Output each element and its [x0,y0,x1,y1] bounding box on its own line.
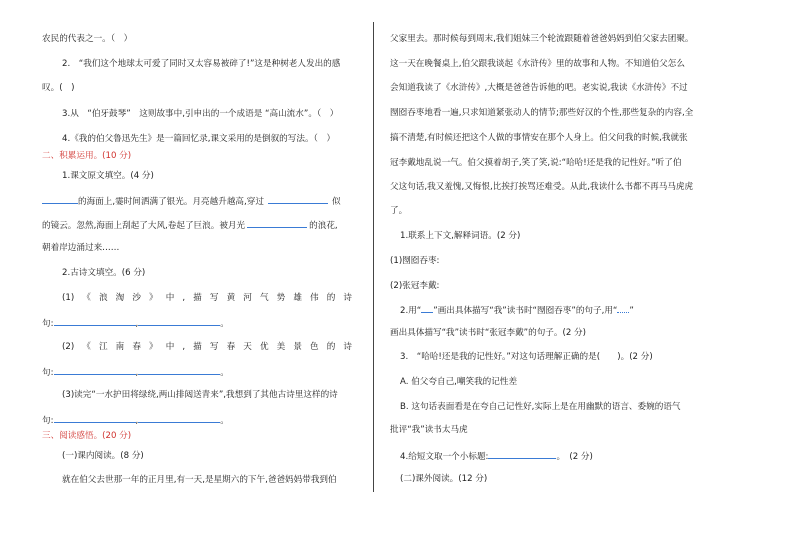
char: 春 [226,342,236,352]
char: 写 [209,293,219,303]
text: , [135,368,139,378]
char: , [182,342,186,352]
passage-line-3: 这一天在晚餐桌上,伯父跟我谈起《水浒传》里的故事和人物。不知道伯父怎么 [390,59,685,69]
text: 的镜云。忽然,海面上刮起了大风,卷起了巨浪。被月光 [42,221,246,231]
char: 》 [149,293,158,303]
question-3: 3.从 “伯牙鼓琴” 这则故事中,引申出的一个成语是 “高山流水”。（ ） [62,109,339,119]
text: 4.给短文取一个小标题: [400,452,489,462]
char: 浪 [98,293,108,303]
char: 雄 [293,293,302,303]
passage-line-9: 了。 [390,206,408,216]
fill-blank-line-2 [42,218,338,232]
text: 的海面上,霎时间洒满了银光。月亮越升越高,穿过 [78,197,264,207]
passage-line-1: 就在伯父去世那一年的正月里,有一天,是星期六的下午,爸爸妈妈带我到伯 [62,475,337,485]
left-column [0,0,372,549]
underline-sample-dotted [617,303,629,313]
char: 南 [115,342,125,352]
poem-question-2 [62,341,352,353]
option-b[interactable]: B. 这句话表面看是在夸自己记性好,实际上是在用幽默的语言、委婉的语气 [400,402,681,412]
text: 。 [220,416,229,426]
char: 淘 [115,293,125,303]
question-1-end: 农民的代表之一。（ ） [42,34,133,44]
char: (2) [62,342,75,352]
passage-line-6: 搞不清楚,有时候还把这个人做的事情安在那个人身上。伯父问我的时候,我就张 [390,133,688,143]
right-column [378,0,794,549]
poem-fill-title: 2.古诗文填空。(6 分) [62,268,146,278]
text: 2.用“ [400,306,422,316]
reading-question-2 [400,303,634,317]
char: 河 [243,293,252,303]
char: 春 [132,342,141,352]
option-a[interactable]: A. 伯父夸自己,嘲笑我的记性差 [400,377,518,387]
reading-question-2-end: 画出具体描写“我”读书时“张冠李戴”的句子。(2 分) [390,328,586,338]
char: 的 [326,293,336,303]
text: 句: [42,319,54,329]
text: ” [629,306,634,316]
passage-line-7: 冠李戴地乱说一气。伯父摸着胡子,笑了笑,说:“哈哈!还是我的记性好。”听了伯 [390,158,682,168]
char: 中 [165,342,175,352]
reading-question-1-b: (2)张冠李戴: [390,281,440,291]
answer-blank[interactable] [138,316,220,326]
char: 美 [276,342,286,352]
extracurricular-reading-title: (二)课外阅读。(12 分) [400,474,488,484]
passage-line-2: 父家里去。那时候每到周末,我们姐妹三个轮流跟随着爸爸妈妈到伯父家去团聚。 [390,34,694,44]
char: 《 [82,293,91,303]
question-2-end: 叹。( ) [42,83,75,93]
text: 。 (2 分) [556,452,593,462]
text: 似 [331,197,341,207]
reading-question-3: 3. “哈哈!还是我的记性好。”对这句话理解正确的是( )。(2 分) [400,352,653,362]
section-2-heading: 二、积累运用。(10 分) [42,151,132,161]
char: 景 [293,342,302,352]
char: 描 [193,293,202,303]
poem-question-1 [62,292,352,304]
text: 。 [220,368,229,378]
char: 优 [259,342,269,352]
answer-blank[interactable] [54,365,136,375]
fill-blank-line-3: 朝着岸边涌过来…… [42,243,120,253]
reading-question-1: 1.联系上下文,解释词语。(2 分) [400,231,521,241]
answer-blank[interactable] [138,365,220,375]
char: 天 [243,342,252,352]
char: 伟 [310,293,319,303]
option-b-end: 批评“我”读书太马虎 [390,425,468,435]
reading-question-1-a: (1)囫囵吞枣: [390,256,440,266]
column-divider [373,22,374,492]
answer-blank[interactable] [54,413,136,423]
char: 气 [259,293,269,303]
char: 诗 [343,293,352,303]
answer-blank[interactable] [138,413,220,423]
poem-answer-1 [42,316,229,330]
poem-answer-3 [42,413,229,427]
answer-blank[interactable] [54,316,136,326]
answer-blank[interactable] [247,218,307,228]
char: 江 [98,342,108,352]
question-4: 4.《我的伯父鲁迅先生》是一篇回忆录,课文采用的是倒叙的写法。（ ） [62,134,336,144]
in-class-reading-title: (一)课内阅读。(8 分) [62,451,144,461]
text: 句: [42,368,54,378]
question-2: 2. “我们这个地球太可爱了同时又太容易被碎了!”这是种树老人发出的感 [62,59,341,69]
answer-blank[interactable] [42,194,78,204]
fill-blank-title: 1.课文原文填空。(4 分) [62,171,154,181]
char: 《 [82,342,91,352]
char: 黄 [226,293,236,303]
underline-sample [421,303,433,313]
answer-blank[interactable] [488,449,556,459]
reading-question-4 [400,449,593,463]
text: 的浪花, [309,221,338,231]
poem-answer-2 [42,365,229,379]
char: , [182,293,186,303]
section-3-heading: 三、阅读感悟。(20 分) [42,431,132,441]
text: ”画出具体描写“我”读书时“囫囵吞枣”的句子,用“ [433,306,618,316]
text: 。 [220,319,229,329]
text: 句: [42,416,54,426]
text: , [135,319,139,329]
poem-question-3: (3)读完“一水护田将绿绕,两山排闼送青来”,我想到了其他古诗里这样的诗 [62,390,338,400]
passage-line-5: 囫囵吞枣地看一遍,只求知道紧张动人的情节;那些好汉的个性,那些复杂的内容,全 [390,108,694,118]
char: 写 [209,342,219,352]
char: (1) [62,293,75,303]
answer-blank[interactable] [268,194,328,204]
char: 色 [310,342,319,352]
char: 》 [149,342,158,352]
char: 沙 [132,293,141,303]
text: , [135,416,139,426]
char: 的 [326,342,336,352]
char: 诗 [343,342,352,352]
passage-line-4: 会知道我读了《水浒传》,大概是爸爸告诉他的吧。老实说,我读《水浒传》不过 [390,83,688,93]
passage-line-8: 父这句话,我又羞愧,又悔恨,比挨打挨骂还难受。从此,我读什么书都不再马马虎虎 [390,182,694,192]
char: 中 [165,293,175,303]
char: 势 [276,293,286,303]
fill-blank-line-1 [42,194,341,208]
char: 描 [193,342,202,352]
